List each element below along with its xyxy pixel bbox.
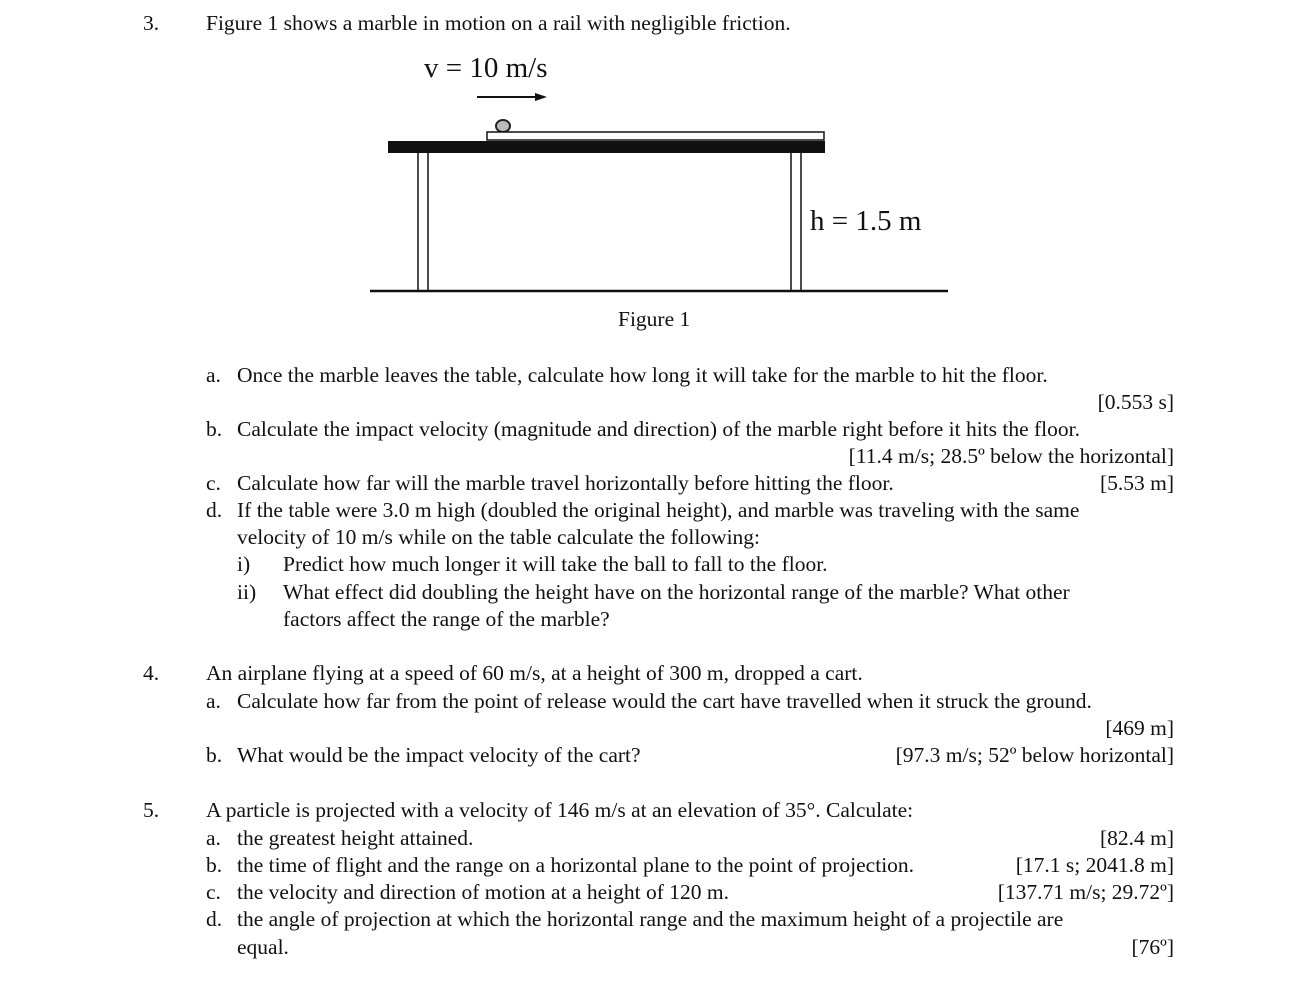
answer: [76º] [1131,935,1174,959]
part-label: b. [206,743,223,767]
part-text: the time of flight and the range on a horizontal plane to the point of projection. [237,853,915,877]
subpart-label: i) [237,552,251,576]
part-text: What would be the impact velocity of the cart? [237,743,641,767]
table-top [388,141,825,153]
figure-caption: Figure 1 [618,307,691,331]
part-text: Once the marble leaves the table, calculate how long it will take for the marble to hit the floor. [237,363,1048,387]
answer: [0.553 s] [1097,390,1174,414]
subpart-text-continued: factors affect the range of the marble? [283,607,610,631]
velocity-arrow [477,93,547,101]
part-text: Calculate how far will the marble travel horizontally before hitting the floor. [237,471,894,495]
question-number: 3. [143,11,160,35]
question-stem: A particle is projected with a velocity of 146 m/s at an elevation of 35°. Calculate: [206,798,914,822]
part-text: the angle of projection at which the horizontal range and the maximum height of a projectile are [237,907,1064,931]
table-leg-right [791,153,801,290]
velocity-label: v = 10 m/s [424,52,548,84]
answer: [82.4 m] [1099,826,1174,850]
question-number: 4. [143,661,160,685]
part-text-continued: velocity of 10 m/s while on the table calculate the following: [237,525,761,549]
part-label: a. [206,363,221,387]
part-label: d. [206,498,223,522]
part-label: a. [206,826,221,850]
subpart-text: What effect did doubling the height have on the horizontal range of the marble? What other [283,580,1070,604]
part-label: b. [206,853,223,877]
part-label: b. [206,417,223,441]
question-stem: An airplane flying at a speed of 60 m/s, at a height of 300 m, dropped a cart. [206,661,863,685]
part-label: c. [206,880,221,904]
part-label: c. [206,471,221,495]
answer: [11.4 m/s; 28.5º below the horizontal] [848,444,1174,468]
table-leg-left [418,153,428,290]
answer: [17.1 s; 2041.8 m] [1015,853,1174,877]
part-text: the velocity and direction of motion at a height of 120 m. [237,880,729,904]
part-text: If the table were 3.0 m high (doubled the original height), and marble was traveling with the same [237,498,1080,522]
answer: [469 m] [1105,716,1174,740]
part-text: Calculate the impact velocity (magnitude and direction) of the marble right before it hits the floor. [237,417,1081,441]
figure-1-diagram [0,0,1300,340]
part-label: a. [206,689,221,713]
question-stem: Figure 1 shows a marble in motion on a rail with negligible friction. [206,11,791,35]
part-text: the greatest height attained. [237,826,474,850]
answer: [137.71 m/s; 29.72º] [997,880,1174,904]
marble [496,120,510,132]
rail [487,132,824,140]
part-text: Calculate how far from the point of release would the cart have travelled when it struck the ground. [237,689,1092,713]
subpart-label: ii) [237,580,257,604]
question-number: 5. [143,798,160,822]
answer: [5.53 m] [1099,471,1174,495]
part-label: d. [206,907,223,931]
height-label: h = 1.5 m [810,205,922,237]
subpart-text: Predict how much longer it will take the ball to fall to the floor. [283,552,828,576]
part-text-continued: equal. [237,935,289,959]
answer: [97.3 m/s; 52º below horizontal] [895,743,1174,767]
